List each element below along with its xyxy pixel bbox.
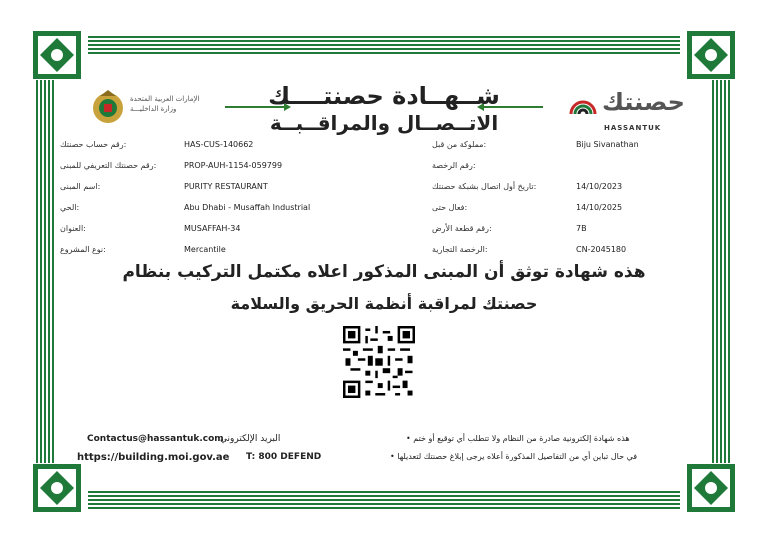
detail-value: Mercantile xyxy=(184,245,226,254)
detail-value: 14/10/2023 xyxy=(576,182,623,191)
detail-value: 7B xyxy=(576,224,587,233)
qr-code-icon xyxy=(343,326,415,398)
detail-label: رقم قطعة الأرض: xyxy=(432,224,492,233)
detail-value: HAS-CUS-140662 xyxy=(184,140,254,149)
detail-value: MUSAFFAH-34 xyxy=(184,224,241,233)
certificate-body xyxy=(60,70,708,473)
detail-label: اسم المبنى: xyxy=(60,182,101,191)
footer-note1: • هذه شهادة إلكترونية صادرة من النظام ولا تتطلب أي توقيع أو ختم xyxy=(406,434,630,443)
detail-value: PURITY RESTAURANT xyxy=(184,182,268,191)
title-line1: شــهــادة حصنتــــك xyxy=(268,82,500,110)
bottom-border-stripe xyxy=(88,489,680,509)
detail-label: تاريخ أول اتصال بشبكة حصنتك: xyxy=(432,182,537,191)
detail-label: العنوان: xyxy=(60,224,86,233)
top-border-stripe xyxy=(88,34,680,54)
detail-value: PROP-AUH-1154-059799 xyxy=(184,161,283,170)
detail-label: الرخصة التجارية: xyxy=(432,245,488,254)
footer-email-label: البريد الإلكتروني xyxy=(220,434,281,444)
detail-value: Abu Dhabi - Musaffah Industrial xyxy=(184,203,311,212)
hassantuk-logo xyxy=(568,84,688,142)
logo-latin-text: HASSANTUK xyxy=(604,124,662,132)
detail-label: فعال حتى: xyxy=(432,203,468,212)
footer-note2: • في حال تباين أي من التفاصيل المذكورة أعلاه يرجى إبلاغ حصنتك لتعديلها xyxy=(390,452,638,461)
emblem-text-line2: وزارة الداخليـــة xyxy=(130,105,177,113)
detail-label: مملوكة من قبل: xyxy=(432,140,487,149)
detail-label: رقم الرخصة: xyxy=(432,161,476,170)
title-line2: الاتــصــال والمراقــبــة xyxy=(269,111,499,135)
footer-website[interactable]: https://building.moi.gov.ae xyxy=(77,452,230,463)
detail-label: الحي: xyxy=(60,203,80,212)
detail-value: 14/10/2025 xyxy=(576,203,623,212)
logo-arabic-text: حصنتك xyxy=(602,88,685,116)
detail-label: نوع المشروع: xyxy=(60,245,106,254)
detail-value: CN-2045180 xyxy=(576,245,627,254)
detail-value: Biju Sivanathan xyxy=(576,140,639,149)
left-border-stripe xyxy=(36,80,56,463)
statement-line2: حصنتك لمراقبة أنظمة الحريق والسلامة xyxy=(230,294,538,313)
emblem-text-line1: الإمارات العربية المتحدة xyxy=(130,95,200,103)
right-border-stripe xyxy=(712,80,732,463)
detail-label: رقم حساب حصنتك: xyxy=(60,140,127,149)
statement-line1: هذه شهادة توثق أن المبنى المذكور اعلاه مكتمل التركيب بنظام xyxy=(122,262,646,282)
hassantuk-mark-icon xyxy=(568,92,598,122)
footer-phone: T: 800 DEFEND xyxy=(246,452,322,462)
footer-email[interactable]: Contactus@hassantuk.com xyxy=(87,434,224,444)
detail-label: رقم حصنتك التعريفي للمبنى: xyxy=(60,161,157,170)
